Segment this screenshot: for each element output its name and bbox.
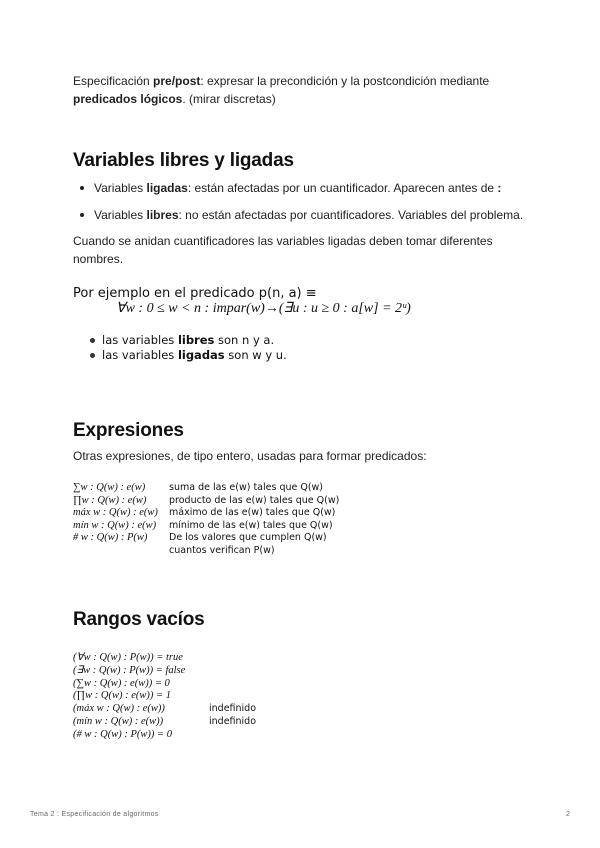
expr-cell: ∑w : Q(w) : e(w) xyxy=(73,482,146,493)
bullet-pre: Variables xyxy=(94,181,147,195)
expr-cell xyxy=(73,545,169,558)
example-item-pre: las variables xyxy=(102,333,178,347)
intro-suffix: . (mirar discretas) xyxy=(182,92,276,106)
rango-row xyxy=(73,715,257,729)
desc-cell: cuantos verifican P(w) xyxy=(169,544,275,556)
rango-expr: (máx w : Q(w) : e(w)) xyxy=(73,703,165,715)
desc-cell: producto de las e(w) tales que Q(w) xyxy=(169,494,340,506)
footer-title: Tema 2 : Especificación de algoritmos xyxy=(30,811,159,818)
expresiones-table xyxy=(73,482,339,557)
intro-bold-prepost: pre/post xyxy=(153,74,201,88)
expresiones-intro: Otras expresiones, de tipo entero, usadas para formar predicados: xyxy=(73,449,427,463)
expr-cell: ∏w : Q(w) : e(w) xyxy=(73,494,147,506)
example-item-bold: ligadas xyxy=(177,348,225,362)
variables-bullet-list xyxy=(73,179,523,233)
example-item-libres xyxy=(90,333,287,348)
example-item-bold: libres xyxy=(177,333,215,347)
expr-cell: mín w : Q(w) : e(w) xyxy=(73,519,157,531)
rango-row xyxy=(73,690,185,703)
intro-line-2 xyxy=(73,90,489,108)
bullet-bold: libres xyxy=(146,208,179,222)
expr-cell: # w : Q(w) : P(w) xyxy=(73,532,148,543)
example-formula: ∀w : 0 ≤ w < n : impar(w)→(∃u : u ≥ 0 : a[w] = 2ᵘ) xyxy=(116,301,411,316)
example-item-pre: las variables xyxy=(102,348,178,362)
intro-paragraph xyxy=(73,72,489,108)
section-heading-expresiones: Expresiones xyxy=(73,420,184,441)
bullet-item-libres xyxy=(73,206,523,233)
desc-cell: máximo de las e(w) tales que Q(w) xyxy=(169,507,336,518)
rango-expr: (∀w : Q(w) : P(w)) = true xyxy=(73,652,183,663)
rango-row xyxy=(73,729,185,742)
section-heading-variables: Variables libres y ligadas xyxy=(73,150,294,171)
rango-row xyxy=(73,652,185,665)
table-row xyxy=(73,482,339,495)
intro-line-1 xyxy=(73,72,489,90)
example-title: Por ejemplo en el predicado p(n, a) ≡ xyxy=(73,286,317,301)
rangos-list xyxy=(73,652,257,742)
rango-expr: (mín w : Q(w) : e(w)) xyxy=(73,715,164,727)
rango-note: indefinido xyxy=(209,715,257,727)
bullet-tail: : xyxy=(497,181,502,195)
intro-prefix: Especificación xyxy=(73,74,154,88)
section-heading-rangos: Rangos vacíos xyxy=(73,609,205,630)
bullet-pre: Variables xyxy=(94,208,147,222)
nesting-line-2: nombres. xyxy=(73,252,124,266)
bullet-bold: ligadas xyxy=(146,181,188,195)
desc-cell: suma de las e(w) tales que Q(w) xyxy=(169,482,324,493)
bullet-item-ligadas xyxy=(73,179,523,206)
rango-expr: (∑w : Q(w) : e(w)) = 0 xyxy=(73,677,170,689)
intro-bold-predicados: predicados lógicos xyxy=(73,92,183,106)
example-item-post: son n y a. xyxy=(214,333,275,347)
rango-expr: (# w : Q(w) : P(w)) = 0 xyxy=(73,728,172,740)
example-list xyxy=(90,333,287,363)
rango-row xyxy=(73,665,185,678)
nesting-line-1: Cuando se anidan cuantificadores las variables ligadas deben tomar diferentes xyxy=(73,234,493,248)
rango-note: indefinido xyxy=(209,703,257,715)
rango-row xyxy=(73,678,185,691)
bullet-post: : están afectadas por un cuantificador. Aparecen antes de xyxy=(187,181,498,195)
table-row xyxy=(73,495,339,508)
example-item-post: son w y u. xyxy=(224,348,287,362)
table-row xyxy=(73,520,339,533)
rango-expr: (∏w : Q(w) : e(w)) = 1 xyxy=(73,690,171,702)
table-row xyxy=(73,545,339,558)
page-number: 2 xyxy=(566,811,570,818)
nesting-paragraph xyxy=(73,232,493,268)
bullet-post: : no están afectadas por cuantificadores. Variables del problema. xyxy=(178,208,524,222)
expr-cell: máx w : Q(w) : e(w) xyxy=(73,507,158,518)
rango-expr: (∃w : Q(w) : P(w)) = false xyxy=(73,664,186,676)
example-item-ligadas xyxy=(90,348,287,363)
table-row xyxy=(73,532,339,545)
desc-cell: mínimo de las e(w) tales que Q(w) xyxy=(169,519,333,531)
rango-row xyxy=(73,703,257,716)
table-row xyxy=(73,507,339,520)
intro-text: : expresar la precondición y la postcondición mediante xyxy=(200,74,490,88)
desc-cell: De los valores que cumplen Q(w) xyxy=(169,532,327,543)
